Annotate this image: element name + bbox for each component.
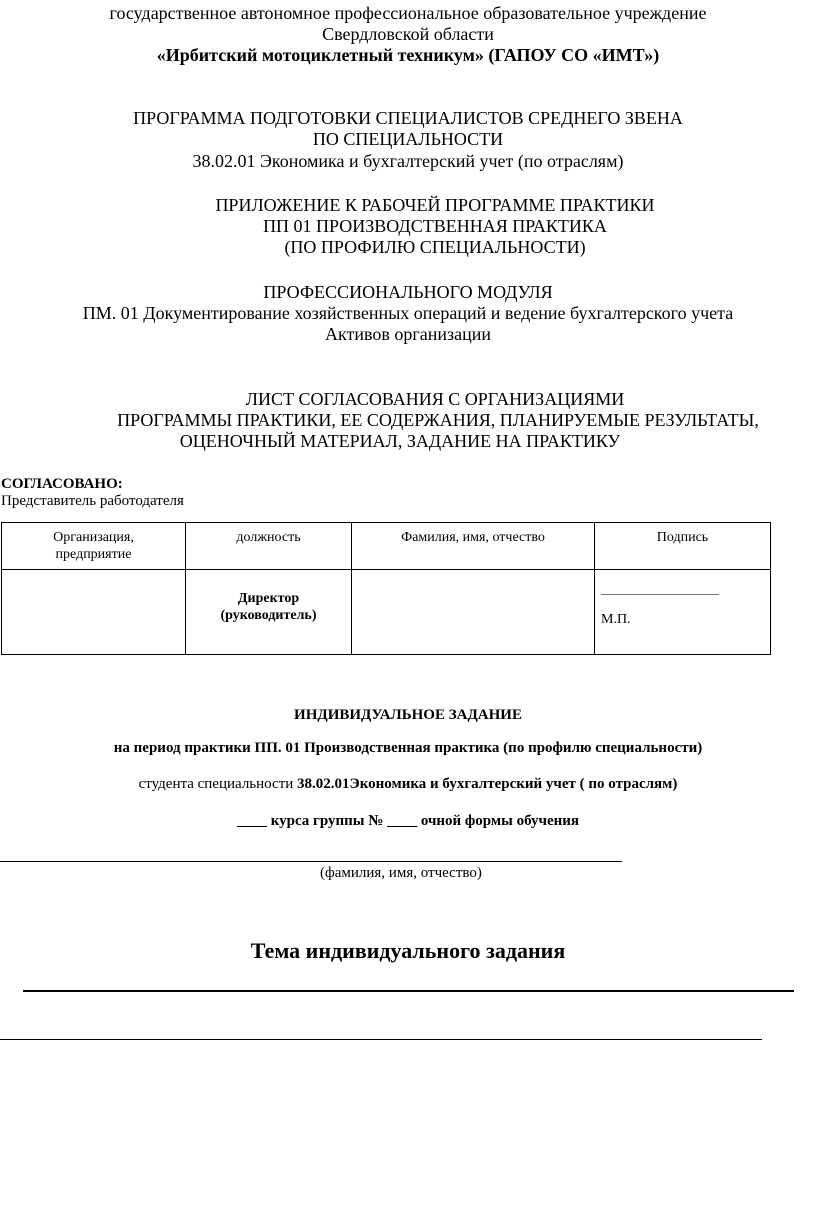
- table-row: [2, 570, 771, 655]
- cell-organization: [2, 570, 186, 655]
- position-title: Директор: [237, 591, 300, 606]
- program-specialty: 38.02.01 Экономика и бухгалтерский учет (по отраслям): [192, 151, 624, 171]
- task-title: ИНДИВИДУАЛЬНОЕ ЗАДАНИЕ: [294, 707, 522, 723]
- header-organization-line2: предприятие: [55, 547, 132, 562]
- institution-region: Свердловской области: [322, 24, 494, 44]
- table-header-row: [2, 523, 771, 570]
- course-group-line: ____ курса группы № ____ очной формы обучения: [236, 813, 580, 829]
- agreement-table: [1, 522, 771, 655]
- header-organization: [2, 523, 186, 570]
- header-fio: Фамилия, имя, отчество: [352, 523, 595, 570]
- program-subtitle: ПО СПЕЦИАЛЬНОСТИ: [312, 129, 504, 149]
- cell-signature: [595, 570, 771, 655]
- program-title: ПРОГРАММА ПОДГОТОВКИ СПЕЦИАЛИСТОВ СРЕДНЕГО ЗВЕНА: [133, 108, 683, 128]
- agreed-label: СОГЛАСОВАНО:: [1, 476, 123, 492]
- position-subtitle: (руководитель): [220, 608, 317, 623]
- student-prefix: студента специальности: [138, 776, 298, 792]
- module-title: ПРОФЕССИОНАЛЬНОГО МОДУЛЯ: [263, 282, 553, 302]
- module-name-continued: Активов организации: [324, 324, 492, 344]
- sheet-title: ЛИСТ СОГЛАСОВАНИЯ С ОРГАНИЗАЦИЯМИ: [245, 389, 625, 409]
- appendix-profile: (ПО ПРОФИЛЮ СПЕЦИАЛЬНОСТИ): [284, 237, 586, 257]
- topic-line-2: [0, 1039, 762, 1040]
- student-specialty: 38.02.01Экономика и бухгалтерский учет ( по отраслям): [297, 776, 678, 792]
- cell-fio: [352, 570, 595, 655]
- topic-heading: Тема индивидуального задания: [250, 938, 566, 963]
- institution-name: «Ирбитский мотоциклетный техникум» (ГАПОУ СО «ИМТ»): [156, 45, 660, 65]
- employer-representative-label: Представитель работодателя: [1, 493, 184, 509]
- topic-line-1: [23, 990, 794, 992]
- header-organization-line1: Организация,: [53, 530, 134, 545]
- cell-position: [186, 570, 352, 655]
- module-name: ПМ. 01 Документирование хозяйственных операций и ведение бухгалтерского учета: [82, 303, 734, 323]
- fio-caption: (фамилия, имя, отчество): [320, 865, 482, 881]
- header-signature: Подпись: [595, 523, 771, 570]
- fio-underline: [0, 861, 622, 862]
- signature-line: [601, 594, 719, 595]
- sheet-subtitle-continued: ОЦЕНОЧНЫЙ МАТЕРИАЛ, ЗАДАНИЕ НА ПРАКТИКУ: [179, 431, 621, 451]
- header-position: должность: [186, 523, 352, 570]
- task-student: [0, 775, 816, 793]
- task-period: на период практики ПП. 01 Производственная практика (по профилю специальности): [113, 740, 703, 756]
- appendix-practice: ПП 01 ПРОИЗВОДСТВЕННАЯ ПРАКТИКА: [263, 216, 607, 236]
- sheet-subtitle: ПРОГРАММЫ ПРАКТИКИ, ЕЕ СОДЕРЖАНИЯ, ПЛАНИРУЕМЫЕ РЕЗУЛЬТАТЫ,: [117, 410, 759, 430]
- stamp-label: М.П.: [601, 612, 631, 627]
- institution-type: государственное автономное профессиональное образовательное учреждение: [109, 3, 707, 23]
- appendix-title: ПРИЛОЖЕНИЕ К РАБОЧЕЙ ПРОГРАММЕ ПРАКТИКИ: [215, 195, 655, 215]
